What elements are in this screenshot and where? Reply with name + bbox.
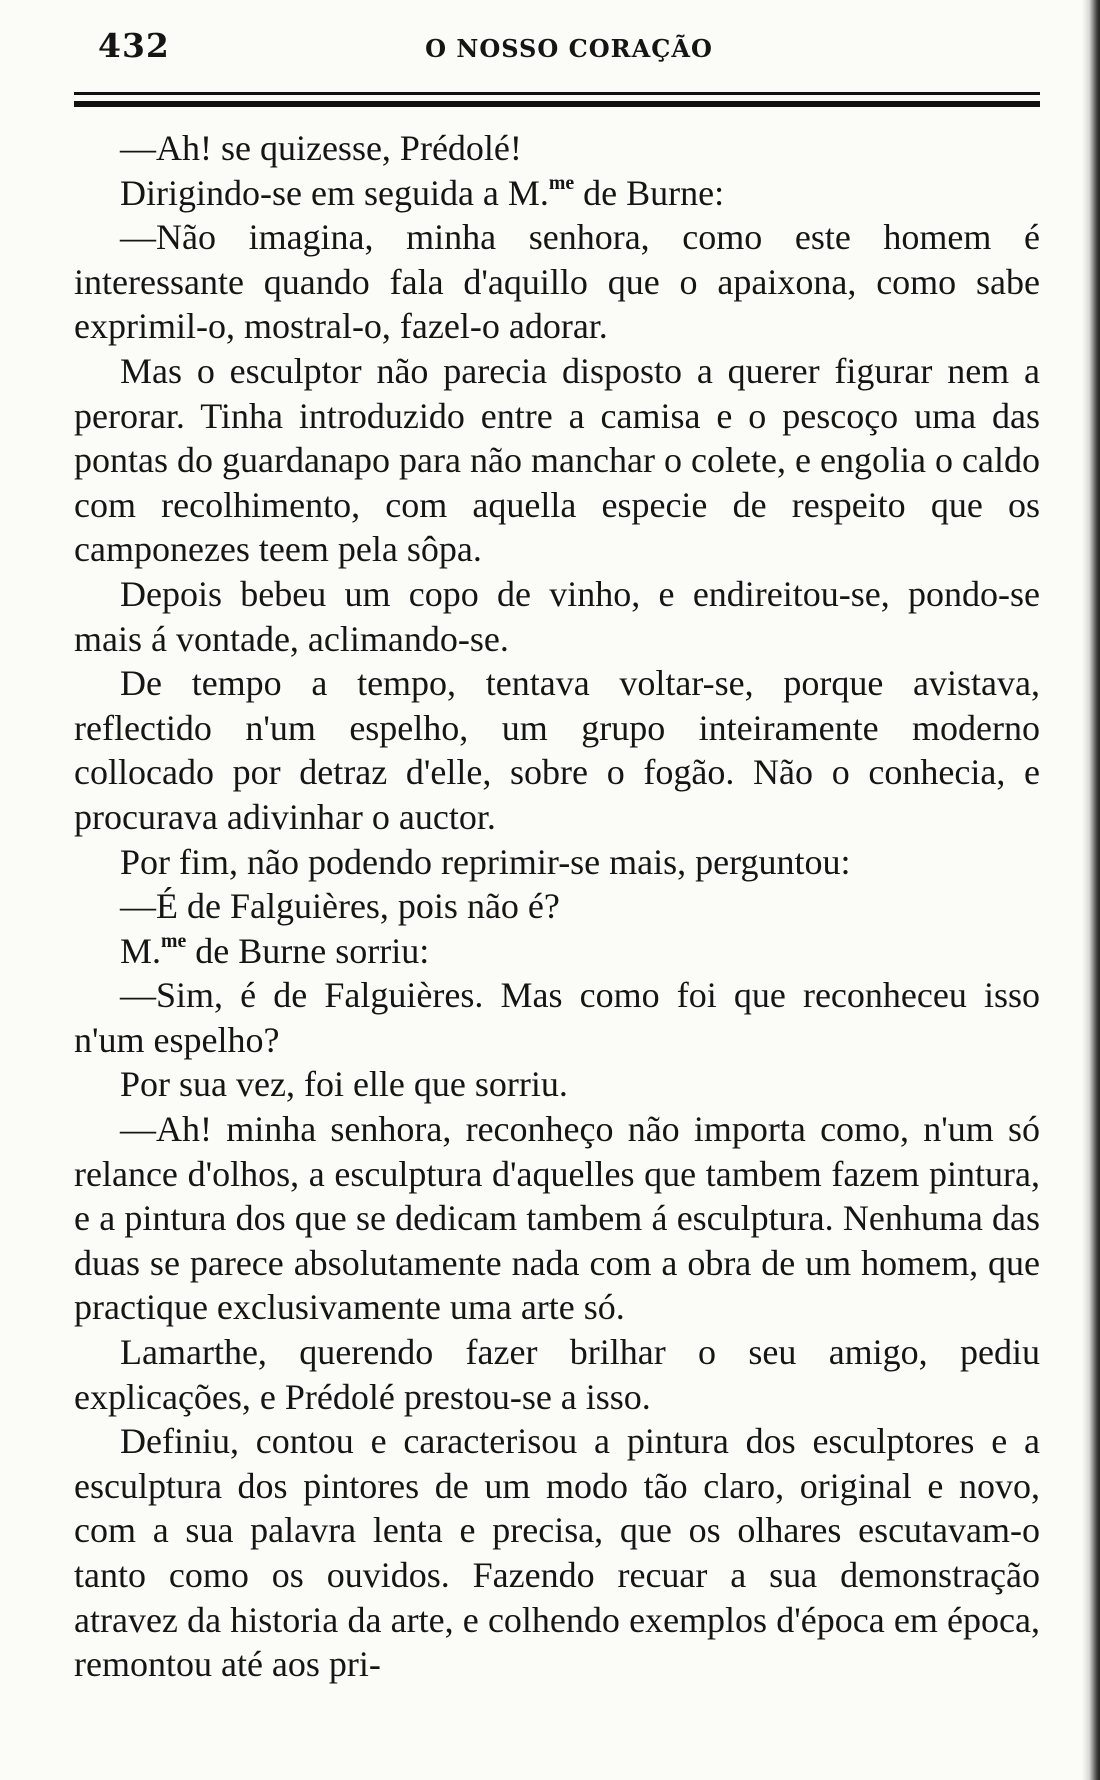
superscript: me: [548, 171, 575, 194]
paragraph: —Sim, é de Falguières. Mas como foi que reconheceu isso n'um espelho?: [74, 975, 1040, 1060]
paragraph: Dirigindo-se em seguida a M.$^{me}$ de Burne:: [120, 171, 725, 213]
paragraph: —Ah! minha senhora, reconheço não importa como, n'um só relance d'olhos, a esculptura d'aquelles que tambem fazem pintura, e a pintura dos que se dedicam tambem á esculptura. Nenhuma das duas se parece absolutamente nada com a obra de um homem, que practique exclusivamente uma arte só.: [74, 1109, 1040, 1328]
paragraph: —Ah! se quizesse, Prédolé!: [120, 128, 522, 168]
page-header: [96, 22, 1042, 82]
paragraph: —É de Falguières, pois não é?: [120, 886, 560, 927]
paragraph: Lamarthe, querendo fazer brilhar o seu amigo, pediu explicações, e Prédolé prestou-se a isso.: [74, 1332, 1040, 1417]
paragraph: De tempo a tempo, tentava voltar-se, porque avistava, reflectido n'um espelho, um grupo inteiramente moderno collocado por detraz d'elle, sobre o fogão. Não o conhecia, e procurava adivinhar o auctor.: [74, 663, 1040, 837]
paragraph: Por fim, não podendo reprimir-se mais, perguntou:: [120, 841, 851, 882]
paragraph: M.$^{me}$ de Burne sorriu:: [120, 929, 430, 971]
paragraph: Definiu, contou e caracterisou a pintura dos esculptores e a esculptura dos pintores de um modo tão claro, original e novo, com a sua palavra lenta e precisa, que os olhares escutavam-o tanto como os ouvidos. Fazendo recuar a sua demonstração atravez da historia da arte, e colhendo exemplos d'época em época, remontou até aos pri-: [74, 1421, 1040, 1685]
header-rule-thick: [74, 101, 1040, 107]
paragraph: Por sua vez, foi elle que sorriu.: [120, 1064, 568, 1105]
header-rule-thin: [74, 92, 1040, 95]
body-text: [74, 126, 1040, 1687]
page-edge-shadow: [1082, 0, 1100, 1780]
paragraph: Depois bebeu um copo de vinho, e endireitou-se, pondo-se mais á vontade, aclimando-se.: [74, 573, 1040, 659]
running-title: O NOSSO CORAÇÃO: [425, 34, 713, 63]
paragraph: —Não imagina, minha senhora, como este homem é interessante quando fala d'aquillo que o apaixona, como sabe exprimil-o, mostral-o, fazel-o adorar.: [74, 217, 1040, 347]
page-number: 432: [98, 26, 170, 65]
paragraph: Mas o esculptor não parecia disposto a querer figurar nem a perorar. Tinha introduzido entre a camisa e o pescoço uma das pontas do guardanapo para não manchar o colete, e engolia o caldo com recolhimento, com aquella especie de respeito que os camponezes teem pela sôpa.: [74, 350, 1040, 570]
superscript: me: [161, 929, 187, 952]
